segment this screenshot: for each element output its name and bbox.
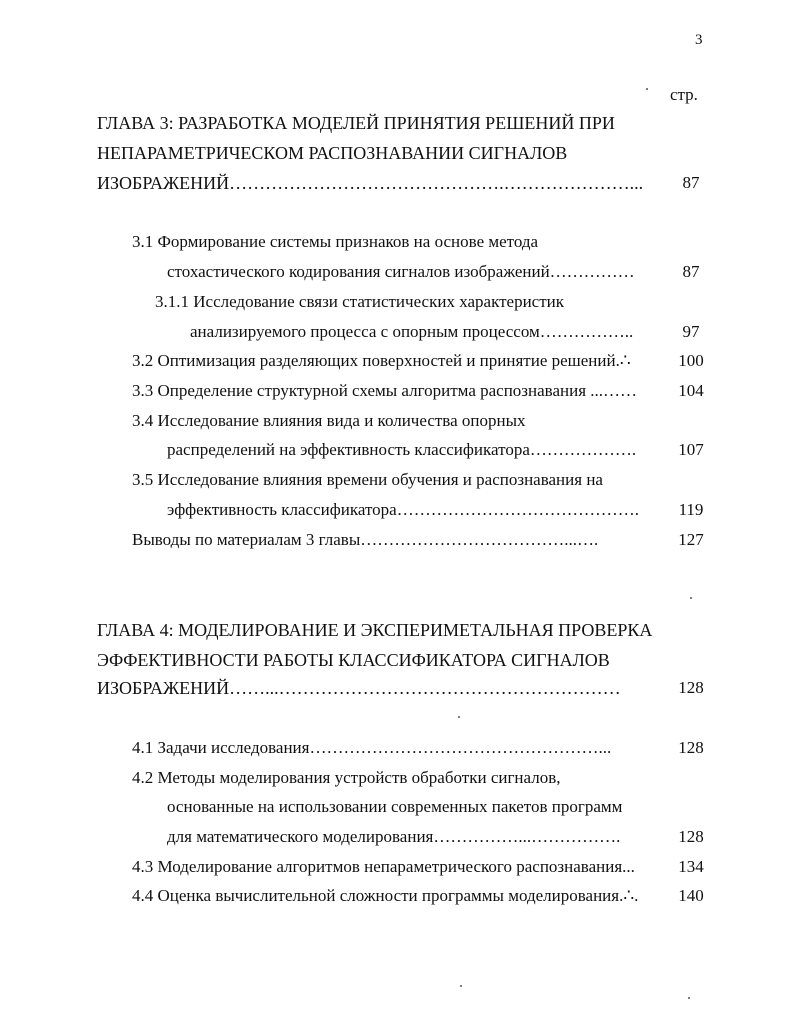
toc-entry-3-4-page: 107 [678,440,704,459]
toc-entry-3-4-line-2: распределений на эффективность классификатора………………. [167,440,637,459]
toc-entry-4-3-page: 134 [678,857,704,876]
scan-speck [646,88,648,90]
toc-entry-3-1-1-line-1: 3.1.1 Исследование связи статистических характеристик [155,292,565,311]
chapter-4-heading-line-3: ИЗОБРАЖЕНИЙ……...………………………………………………… [97,678,621,698]
toc-entry-conclusions-3-page: 127 [678,530,704,549]
chapter-4-heading-page: 128 [678,678,704,697]
toc-entry-3-1-1-line-2: анализируемого процесса с опорным процессом…………….. [190,322,634,341]
toc-entry-3-1-1-page: 97 [682,322,700,341]
toc-entry-3-3: 3.3 Определение структурной схемы алгоритма распознавания ...…… [132,381,638,400]
scan-speck [688,997,690,999]
scan-speck [460,985,462,987]
toc-entry-3-4-line-1: 3.4 Исследование влияния вида и количества опорных [132,411,526,430]
toc-entry-3-1-line-2: стохастического кодирования сигналов изображений…………… [167,262,635,281]
toc-entry-3-2: 3.2 Оптимизация разделяющих поверхностей и принятие решений.∴ [132,351,631,370]
page-number: 3 [695,32,703,48]
toc-entry-4-2-page: 128 [678,827,704,846]
chapter-4-heading-line-2: ЭФФЕКТИВНОСТИ РАБОТЫ КЛАССИФИКАТОРА СИГНАЛОВ [97,650,610,670]
toc-entry-3-1-line-1: 3.1 Формирование системы признаков на основе метода [132,232,539,251]
toc-entry-4-2-line-3: для математического моделирования……………...……………. [167,827,621,846]
toc-entry-4-4-page: 140 [678,886,704,905]
chapter-3-heading-page: 87 [682,173,700,192]
toc-entry-4-1: 4.1 Задачи исследования……………………………………………... [132,738,612,757]
toc-entry-4-3: 4.3 Моделирование алгоритмов непараметрического распознавания... [132,857,635,876]
chapter-3-heading-line-1: ГЛАВА 3: РАЗРАБОТКА МОДЕЛЕЙ ПРИНЯТИЯ РЕШЕНИЙ ПРИ [97,113,615,133]
toc-entry-4-4: 4.4 Оценка вычислительной сложности программы моделирования.∴. [132,886,639,905]
toc-entry-3-5-line-2: эффективность классификатора……………………………………. [167,500,639,519]
toc-entry-3-3-page: 104 [678,381,704,400]
toc-entry-3-2-page: 100 [678,351,704,370]
toc-entry-4-2-line-1: 4.2 Методы моделирования устройств обработки сигналов, [132,768,561,787]
chapter-4-heading-line-1: ГЛАВА 4: МОДЕЛИРОВАНИЕ И ЭКСПЕРИМЕТАЛЬНАЯ ПРОВЕРКА [97,620,653,640]
chapter-3-heading-line-2: НЕПАРАМЕТРИЧЕСКОМ РАСПОЗНАВАНИИ СИГНАЛОВ [97,143,568,163]
toc-entry-3-1-page: 87 [682,262,700,281]
toc-entry-4-1-page: 128 [678,738,704,757]
toc-entry-3-5-page: 119 [678,500,704,519]
page-column-label: стр. [670,85,698,104]
toc-entry-conclusions-3: Выводы по материалам 3 главы………………………………...…. [132,530,599,549]
scan-speck [690,597,692,599]
toc-entry-3-5-line-1: 3.5 Исследование влияния времени обучения и распознавания на [132,470,603,489]
chapter-3-heading-line-3: ИЗОБРАЖЕНИЙ……………………………………….…………………... [97,173,644,193]
scan-speck [458,716,460,718]
toc-entry-4-2-line-2: основанные на использовании современных пакетов программ [167,797,623,816]
